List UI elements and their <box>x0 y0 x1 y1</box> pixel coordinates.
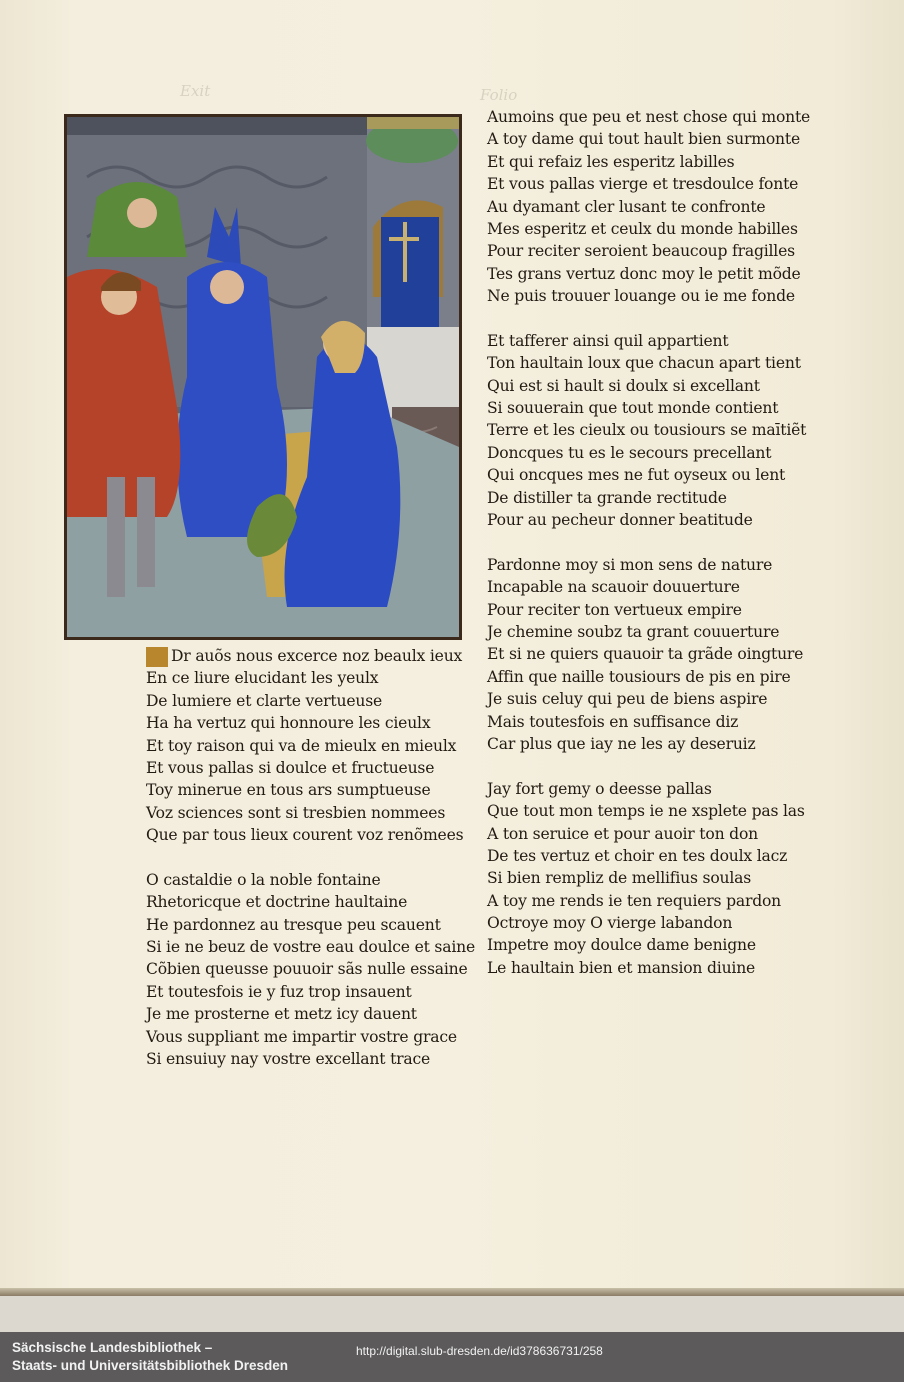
verse-line: Je chemine soubz ta grant couuerture <box>487 622 780 641</box>
verse-line: Pardonne moy si mon sens de nature <box>487 555 773 574</box>
verse-line: Si ie ne beuz de vostre eau doulce et saine <box>146 938 475 957</box>
verse-line: Doncques tu es le secours precellant <box>487 443 772 462</box>
verse-line: Rhetoricque et doctrine haultaine <box>146 893 408 912</box>
verse-line: Et vous pallas si doulce et fructueuse <box>146 758 435 777</box>
verse-line: A ton seruice et pour auoir ton don <box>487 824 758 843</box>
verse-line: He pardonnez au tresque peu scauent <box>146 915 441 934</box>
show-through-text: Folio <box>480 86 518 104</box>
verse-line: Je me prosterne et metz icy dauent <box>146 1005 417 1024</box>
verse-line: A toy me rends ie ten requiers pardon <box>487 891 782 910</box>
verse-line: Voz sciences sont si tresbien nommees <box>146 803 446 822</box>
verse-line: Toy minerue en tous ars sumptueuse <box>146 781 431 800</box>
verse-line: Si souuerain que tout monde contient <box>487 399 779 418</box>
verse-line: Si bien rempliz de mellifius soulas <box>487 869 752 888</box>
verse-line: Qui est si hault si doulx si excellant <box>487 376 760 395</box>
verse-line: Tes grans vertuz donc moy le petit mõde <box>487 264 801 283</box>
verse-line-text: Dr auõs nous excerce noz beaulx ieux <box>171 647 463 665</box>
verse-line: Que par tous lieux courent voz renõmees <box>146 826 464 845</box>
stanza-gap <box>487 308 810 330</box>
institution-line-2: Staats- und Universitätsbibliothek Dresden <box>12 1358 289 1373</box>
verse-line: Cõbien queusse pouuoir sãs nulle essaine <box>146 960 468 979</box>
verse-line: Ton haultain loux que chacun apart tient <box>487 354 801 373</box>
verse-line: Qui oncques mes ne fut oyseux ou lent <box>487 466 786 485</box>
verse-line: Ne puis trouuer louange ou ie me fonde <box>487 287 795 306</box>
page-edge <box>0 1288 904 1296</box>
verse-line: Et qui refaiz les esperitz labilles <box>487 152 735 171</box>
verse-line: Le haultain bien et mansion diuine <box>487 958 756 977</box>
verse-line: Au dyamant cler lusant te confronte <box>487 197 766 216</box>
institution-name <box>12 1339 288 1375</box>
verse-line: Pour reciter ton vertueux empire <box>487 600 742 619</box>
verse-line: O castaldie o la noble fontaine <box>146 870 381 889</box>
verse-line <box>146 645 475 667</box>
miniature-painting <box>67 117 459 637</box>
stanza-gap <box>487 531 810 553</box>
verse-line: Incapable na scauoir douuerture <box>487 578 740 597</box>
verse-line: Et toutesfois ie y fuz trop insauent <box>146 982 412 1001</box>
verse-line: Que tout mon temps ie ne xsplete pas las <box>487 802 805 821</box>
verse-line: Je suis celuy qui peu de biens aspire <box>487 690 768 709</box>
verse-line: Et si ne quiers quauoir ta grãde oingture <box>487 645 804 664</box>
verse-line: Pour au pecheur donner beatitude <box>487 511 753 530</box>
verse-line: Jay fort gemy o deesse pallas <box>487 779 712 798</box>
verse-line: En ce liure elucidant les yeulx <box>146 669 379 688</box>
illuminated-miniature <box>64 114 462 640</box>
verse-line: De distiller ta grande rectitude <box>487 488 727 507</box>
verse-line: Et tafferer ainsi quil appartient <box>487 331 729 350</box>
verse-line: Et vous pallas vierge et tresdoulce fonte <box>487 175 799 194</box>
left-verse-column <box>146 645 475 1070</box>
stanza-gap <box>487 755 810 777</box>
verse-line: Octroye moy O vierge labandon <box>487 914 733 933</box>
verse-line: Impetre moy doulce dame benigne <box>487 936 756 955</box>
verse-line: Et toy raison qui va de mieulx en mieulx <box>146 736 457 755</box>
verse-line: Car plus que iay ne les ay deseruiz <box>487 734 756 753</box>
verse-line: Terre et les cieulx ou tousiours se maītiẽt <box>487 421 807 440</box>
verse-line: Mes esperitz et ceulx du monde habilles <box>487 219 798 238</box>
verse-line: Si ensuiuy nay vostre excellant trace <box>146 1050 431 1069</box>
institution-line-1: Sächsische Landesbibliothek – <box>12 1340 213 1355</box>
verse-line: Vous suppliant me impartir vostre grace <box>146 1027 457 1046</box>
show-through-text: Exit <box>180 82 211 100</box>
verse-line: De tes vertuz et choir en tes doulx lacz <box>487 846 788 865</box>
verse-line: A toy dame qui tout hault bien surmonte <box>487 130 800 149</box>
scan-background <box>0 1296 904 1332</box>
verse-line: Aumoins que peu et nest chose qui monte <box>487 108 811 126</box>
right-verse-column <box>487 106 810 979</box>
library-footer <box>0 1332 904 1382</box>
source-url[interactable]: http://digital.slub-dresden.de/id378636731/258 <box>356 1344 603 1358</box>
verse-line: Pour reciter seroient beaucoup fragilles <box>487 242 795 261</box>
decorated-initial <box>146 647 168 667</box>
verse-line: De lumiere et clarte vertueuse <box>146 691 383 710</box>
verse-line: Affin que naille tousiours de pis en pire <box>487 667 791 686</box>
verse-line: Mais toutesfois en suffisance diz <box>487 712 739 731</box>
verse-line: Ha ha vertuz qui honnoure les cieulx <box>146 714 431 733</box>
stanza-gap <box>146 847 475 869</box>
